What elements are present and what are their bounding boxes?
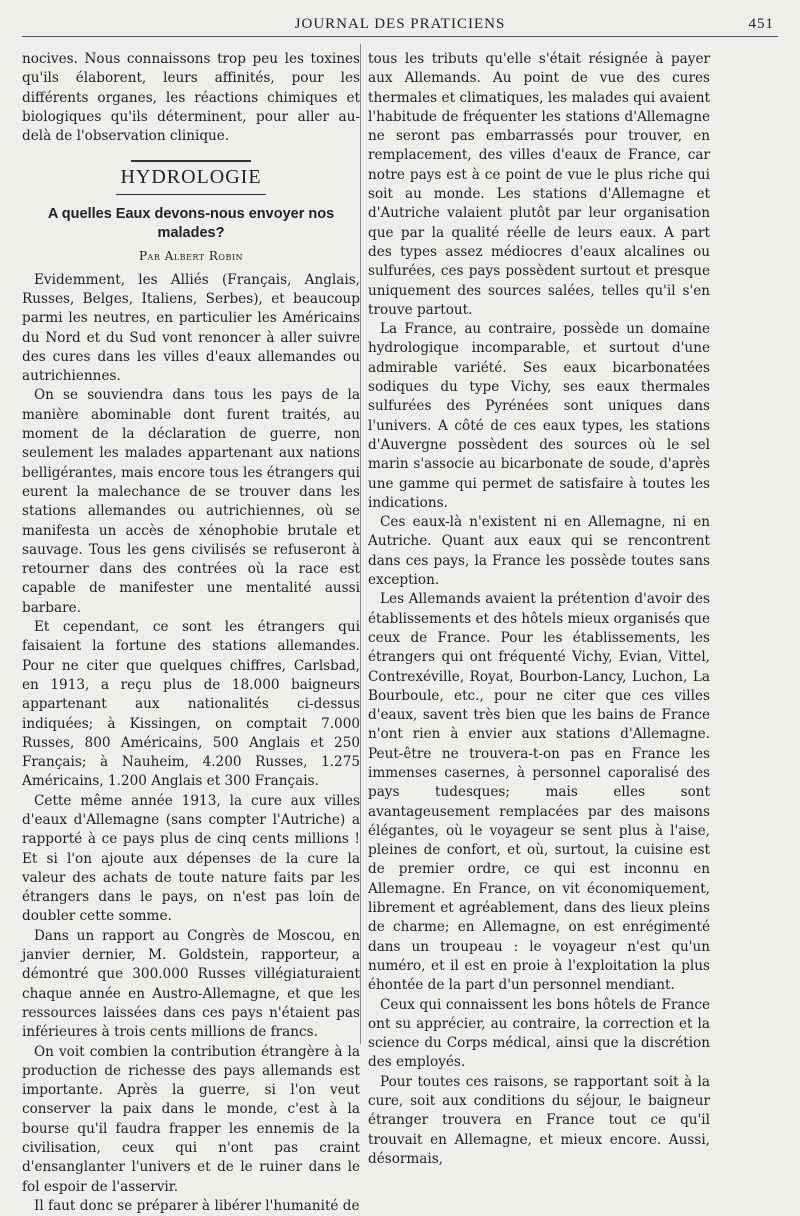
continued-paragraph: nocives. Nous connaissons trop peu les toxines qu'ils élaborent, leurs affinités, pour les différents organes, les réactions chimiques et biologiques qu'ils déterminent, pour aller au-delà de l'observation clinique. — [22, 51, 360, 145]
article-title: A quelles Eaux devons-nous envoyer nos malades? — [47, 205, 335, 242]
section-heading-block — [22, 160, 360, 194]
paragraph: Et cependant, ce sont les étrangers qui faisaient la fortune des stations allemandes. Pour ne citer que quelques chiffres, Carlsbad, en 1913, a reçu plus de 18.000 baigneurs appartenant aux nationalités ci-dessus indiquées; à Kissingen, on comptait 7.000 Russes, 800 Américains, 500 Anglais et 250 Français; à Nauheim, 4.200 Russes, 1.275 Américains, 1.200 Anglais et 300 Français. — [22, 619, 360, 790]
paragraph: Cette même année 1913, la cure aux villes d'eaux d'Allemagne (sans compter l'Autriche) a rapporté à ce pays plus de cinq cents millions ! Et si l'on ajoute aux dépenses de la cure la valeur des achats de toute nature faits par les étrangers dans le pays, on n'est pas loin de doubler cette somme. — [22, 792, 360, 925]
running-header — [22, 12, 778, 37]
paragraph: Dans un rapport au Congrès de Moscou, en janvier dernier, M. Goldstein, rapporteur, a démontré que 300.000 Russes villégiaturaient chaque année en Austro-Allemagne, et que les ressources laissées dans ces pays n'étaient pas inférieures à trois cents millions de francs. — [22, 927, 360, 1041]
right-column — [368, 50, 710, 1169]
paragraph: On se souviendra dans tous les pays de la manière abominable dont furent traités, au moment de la déclaration de guerre, non seulement les malades appartenant aux nations belligérantes, mais encore tous les étrangers qui eurent la malechance de se trouver dans les stations allemandes ou autrichiennes, où se manifesta un accès de xénophobie brutale et sauvage. Tous les gens civilisés se refuseront à retourner dans des contrées où la race est capable de manifester une mentalité aussi barbare. — [22, 387, 360, 616]
paragraph: Il faut donc se préparer à libérer l'humanité de — [34, 1197, 360, 1214]
paragraph: Ceux qui connaissent les bons hôtels de France ont su apprécier, au contraire, la correction et la science du Corps médical, ainsi que la discrétion des employés. — [368, 996, 710, 1071]
byline: Par Albert Robin — [138, 249, 244, 264]
journal-title: JOURNAL DES PRATICIENS — [294, 16, 506, 32]
column-divider — [360, 44, 361, 1044]
continued-paragraph: tous les tributs qu'elle s'était résignée à payer aux Allemands. Au point de vue des cures thermales et climatiques, les malades qui avaient l'habitude de fréquenter les stations d'Allemagne ne seront pas embarrassés pour trouver, en remplacement, des villes d'eaux de France, car notre pays est à ce point de vue le plus riche qui soit au monde. Les stations d'Allemagne et d'Autriche valaient plutôt par leur organisation que par la qualité réelle de leurs eaux. A part des types assez médiocres d'eaux alcalines ou sulfurées, ces pays possèdent surtout et presque uniquement des sources salées, telles qu'il s'en trouve partout. — [368, 51, 710, 318]
paragraph: La France, au contraire, possède un domaine hydrologique incomparable, et surtout d'une admirable variété. Ses eaux bicarbonatées sodiques du type Vichy, ses eaux thermales sulfurées des Pyrénées sont uniques dans l'univers. A côté de ces eaux types, les stations d'Auvergne possèdent des sources où le sel marin s'associe au bicarbonate de soude, d'après une gamme qui permet de satisfaire à toutes les indications. — [368, 321, 710, 511]
heading-rule-bottom — [116, 194, 266, 195]
heading-rule-top — [131, 160, 251, 162]
paragraph: Les Allemands avaient la prétention d'avoir des établissements et des hôtels mieux organisés que ceux de France. Pour les établissements, les étrangers qui ont fréquenté Vichy, Evian, Vittel, Contrexéville, Royat, Bourbon-Lancy, Luchon, La Bourboule, etc., pour ne citer que ces villes d'eaux, savent très bien que les bains de France n'ont rien à envier aux stations d'Allemagne. Peut-être ne trouvera-t-on pas en France les immenses casernes, à personnel caporalisé des pays tudesques; mais elles sont avantageusement remplacées par des maisons élégantes, où le voyageur se sent plus à l'aise, pleines de confort, et où, surtout, la cuisine est de premier ordre, ce qui est inconnu en Allemagne. En France, on vit économiquement, librement et agréablement, dans des lieux pleins de charme; en Allemagne, on est enrégimenté dans un troupeau : le voyageur n'est qu'un numéro, et il est en proie à l'exploitation la plus éhontée de la part d'un personnel mendiant. — [368, 591, 710, 994]
left-column — [22, 50, 360, 1216]
paragraph: Pour toutes ces raisons, se rapportant soit à la cure, soit aux conditions du séjour, le baigneur étranger trouvera en France tout ce qu'il trouvait en Allemagne, et mieux encore. Aussi, désormais, — [368, 1073, 710, 1167]
paragraph: Evidemment, les Alliés (Français, Anglais, Russes, Belges, Italiens, Serbes), et beaucoup parmi les neutres, en particulier les Américains du Nord et du Sud vont renoncer à aller suivre des cures dans les villes d'eaux allemandes ou autrichiennes. — [22, 271, 360, 385]
section-heading: HYDROLOGIE — [120, 166, 262, 189]
paragraph: Ces eaux-là n'existent ni en Allemagne, ni en Autriche. Quant aux eaux qui se rencontrent dans ces pays, la France les possède toutes sans exception. — [368, 514, 710, 589]
paragraph: On voit combien la contribution étrangère à la production de richesse des pays allemands est importante. Après la guerre, si l'on veut conserver la paix dans le monde, c'est à la bourse qu'il faudra frapper les ennemis de la civilisation, ceux qui n'ont pas craint d'ensanglanter l'univers et de le ruiner dans le fol espoir de l'asservir. — [22, 1043, 360, 1195]
page-number: 451 — [748, 16, 774, 32]
